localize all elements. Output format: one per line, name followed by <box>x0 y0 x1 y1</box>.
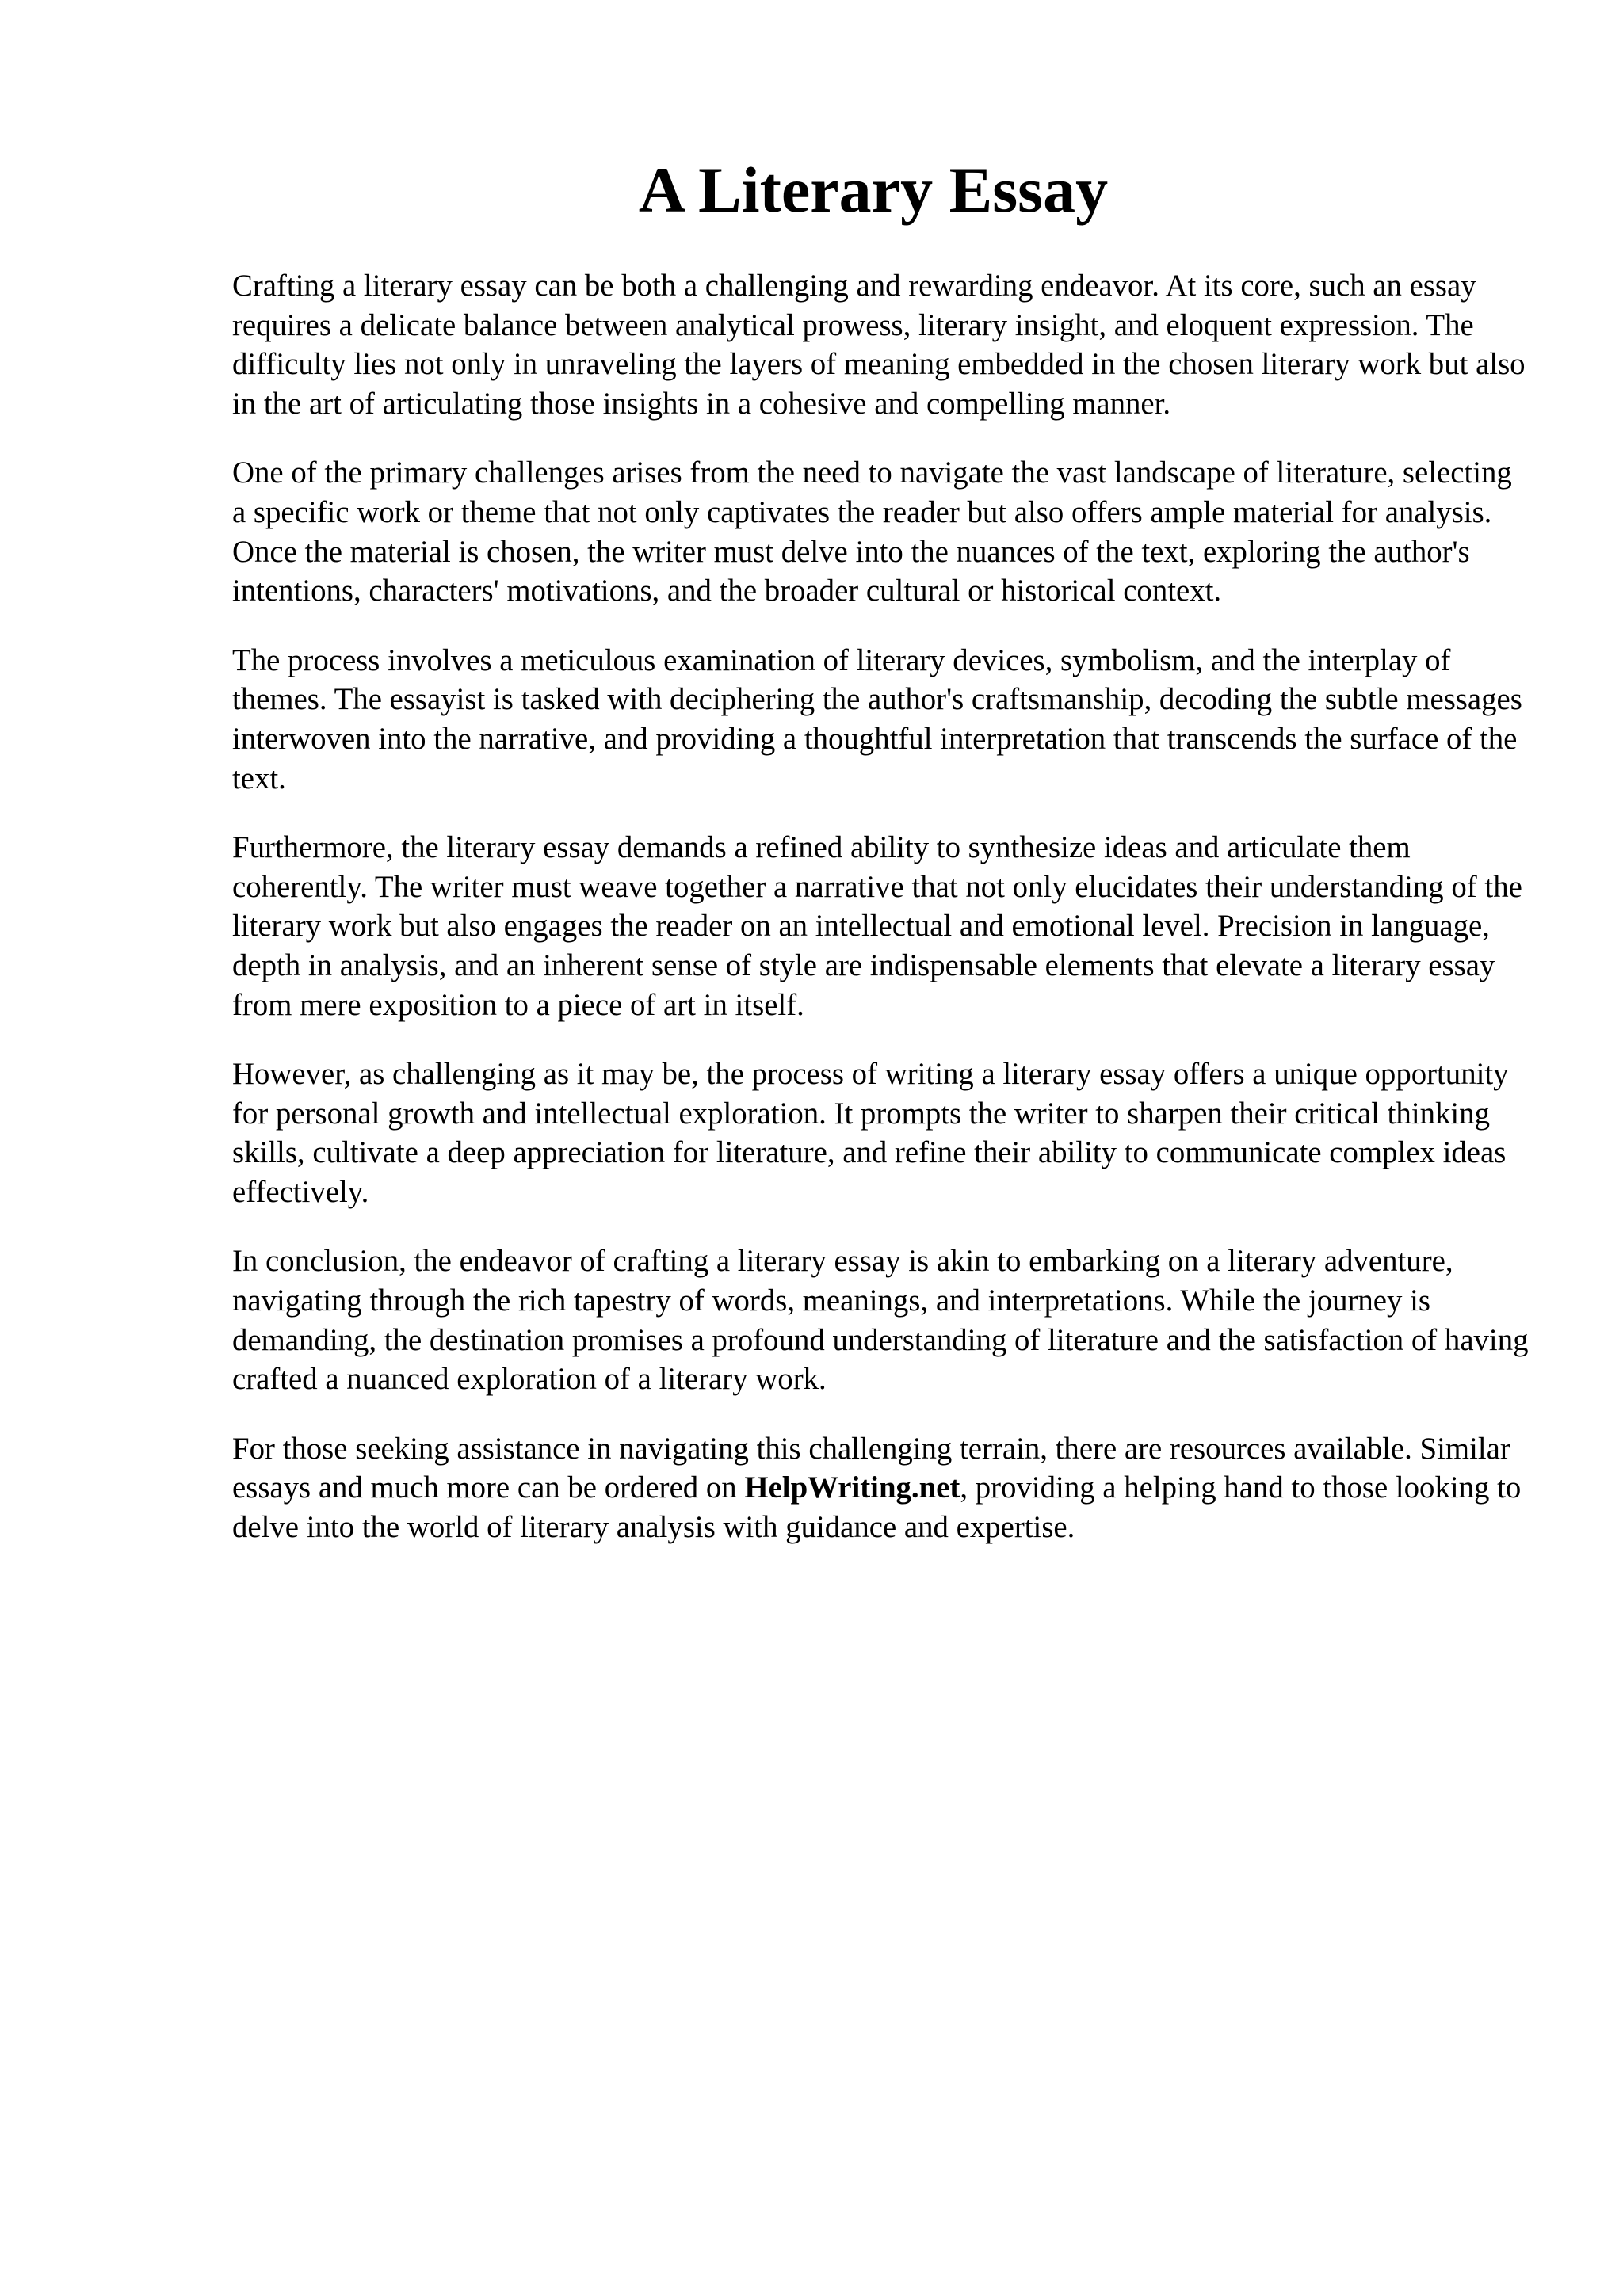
paragraph-1: Crafting a literary essay can be both a challenging and rewarding endeavor. At its core, such an essay requires a delicate balance between analytical prowess, literary insight, and eloquent expression. The difficulty lies not only in unraveling the layers of meaning embedded in the chosen literary work but also in the art of articulating those insights in a cohesive and compelling manner. <box>232 269 1526 421</box>
paragraph-3: The process involves a meticulous examination of literary devices, symbolism, and the interplay of themes. The essayist is tasked with deciphering the author's craftsmanship, decoding the subtle messages interwoven into the narrative, and providing a thoughtful interpretation that transcends the surface of the text. <box>232 643 1522 795</box>
closing-paragraph <box>232 1429 1532 1547</box>
page-title: A Literary Essay <box>638 154 1109 226</box>
paragraph-2: One of the primary challenges arises from the need to navigate the vast landscape of literature, selecting a specific work or theme that not only captivates the reader but also offers ample material for analysis. Once the material is chosen, the writer must delve into the nuances of the text, exploring the author's intentions, characters' motivations, and the broader cultural or historical context. <box>232 456 1512 608</box>
paragraph-6: In conclusion, the endeavor of crafting a literary essay is akin to embarking on a literary adventure, navigating through the rich tapestry of words, meanings, and interpretations. While the journey is demanding, the destination promises a profound understanding of literature and the satisfaction of having crafted a nuanced exploration of a literary work. <box>232 1244 1529 1397</box>
essay-body <box>232 266 1532 1577</box>
paragraph-5: However, as challenging as it may be, the process of writing a literary essay offers a unique opportunity for personal growth and intellectual exploration. It prompts the writer to sharpen their critical thinking skills, cultivate a deep appreciation for literature, and refine their ability to communicate complex ideas effectively. <box>232 1057 1509 1209</box>
closing-text-after: , providing a helping hand to those looking to delve into the world of literary analysis with guidance and expertise. <box>232 1470 1522 1545</box>
paragraph-4: Furthermore, the literary essay demands a refined ability to synthesize ideas and articulate them coherently. The writer must weave together a narrative that not only elucidates their understanding of the literary work but also engages the reader on an intellectual and emotional level. Precision in language, depth in analysis, and an inherent sense of style are indispensable elements that elevate a literary essay from mere exposition to a piece of art in itself. <box>232 830 1522 1022</box>
brand-name: HelpWriting.net <box>744 1470 960 1505</box>
closing-text-before: For those seeking assistance in navigating this challenging terrain, there are resources available. Similar essays and much more can be ordered on <box>232 1431 1510 1505</box>
